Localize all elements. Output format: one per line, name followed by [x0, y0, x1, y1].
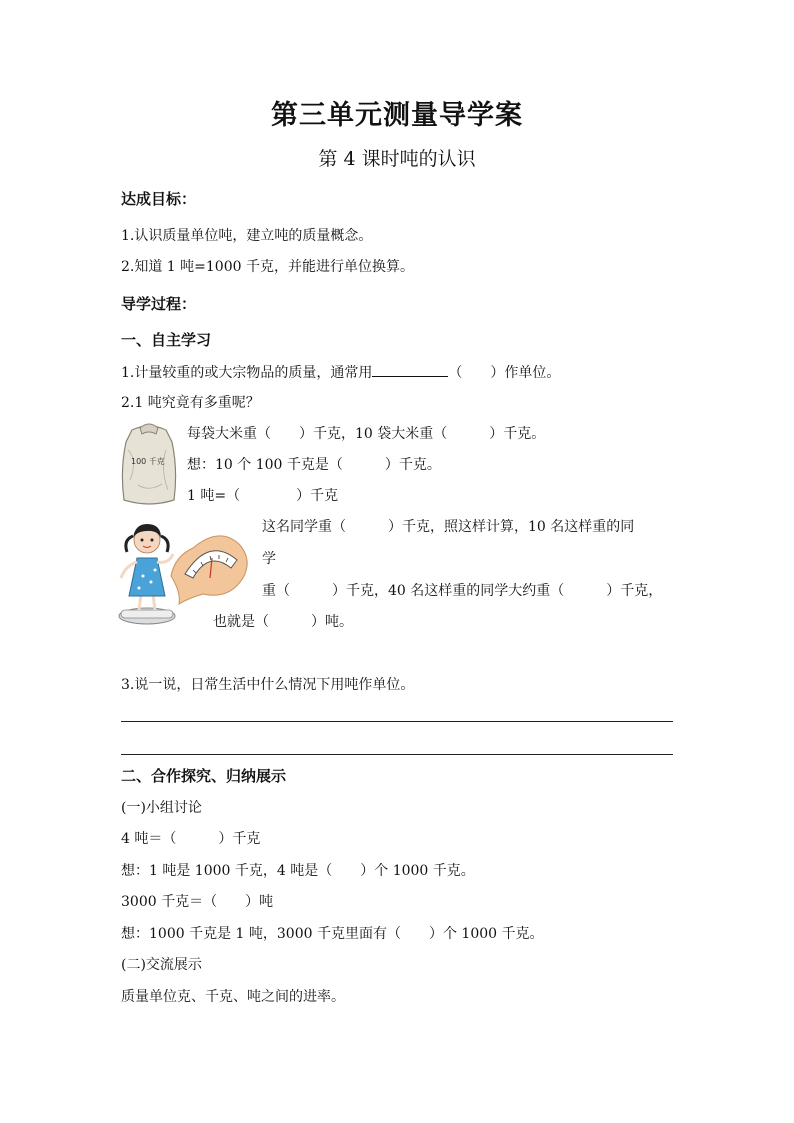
blank-line: [372, 364, 448, 377]
rice-sack-image: [118, 420, 180, 508]
rice-line-1: 每袋大米重（ ）千克，10 袋大米重（ ）千克。: [187, 426, 546, 442]
question-3: 3.说一说，日常生活中什么情况下用吨作单位。: [121, 677, 415, 693]
rice-sack-icon: [118, 420, 180, 508]
goal-item-1: 1.认识质量单位吨，建立吨的质量概念。: [121, 228, 373, 244]
section1-heading: 一、自主学习: [121, 331, 212, 349]
girl-line-4: 也就是（ ）吨。: [213, 614, 353, 630]
group-discussion-label: (一)小组讨论: [121, 800, 202, 816]
goals-heading: 达成目标：: [121, 190, 197, 208]
girl-line-2: 学: [262, 551, 276, 567]
girl-line-1: 这名同学重（ ）千克，照这样计算，10 名这样重的同: [262, 519, 635, 535]
discussion-line-3: 3000 千克＝（ ）吨: [121, 894, 274, 910]
question-1: [121, 364, 560, 380]
exchange-display-label: (二)交流展示: [121, 957, 202, 973]
question-2: 2.1 吨究竟有多重呢？: [121, 395, 260, 411]
question-1-before: 1.计量较重的或大宗物品的质量，通常用: [121, 365, 373, 381]
discussion-line-4: 想：1000 千克是 1 吨，3000 千克里面有（ ）个 1000 千克。: [121, 926, 544, 942]
rice-sack-label: 100 千克: [131, 457, 165, 466]
rice-line-3: 1 吨=（ ）千克: [187, 488, 339, 504]
conversion-rate-line: 质量单位克、千克、吨之间的进率。: [121, 989, 345, 1005]
process-heading: 导学过程：: [121, 295, 197, 313]
question-1-after: （ ）作单位。: [448, 365, 561, 381]
page-title: 第三单元测量导学案: [271, 100, 523, 131]
girl-line-3: 重（ ）千克，40 名这样重的同学大约重（ ）千克，: [262, 583, 663, 599]
discussion-line-2: 想：1 吨是 1000 千克，4 吨是（ ）个 1000 千克。: [121, 863, 475, 879]
goal-item-2: 2.知道 1 吨=1000 千克，并能进行单位换算。: [121, 259, 414, 275]
page-subtitle: 第 4 课时吨的认识: [318, 148, 476, 170]
discussion-line-1: 4 吨＝（ ）千克: [121, 831, 261, 847]
section2-heading: 二、合作探究、归纳展示: [121, 767, 287, 785]
answer-line-1: [121, 721, 673, 722]
rice-line-2: 想：10 个 100 千克是（ ）千克。: [187, 457, 441, 473]
answer-line-2: [121, 754, 673, 755]
